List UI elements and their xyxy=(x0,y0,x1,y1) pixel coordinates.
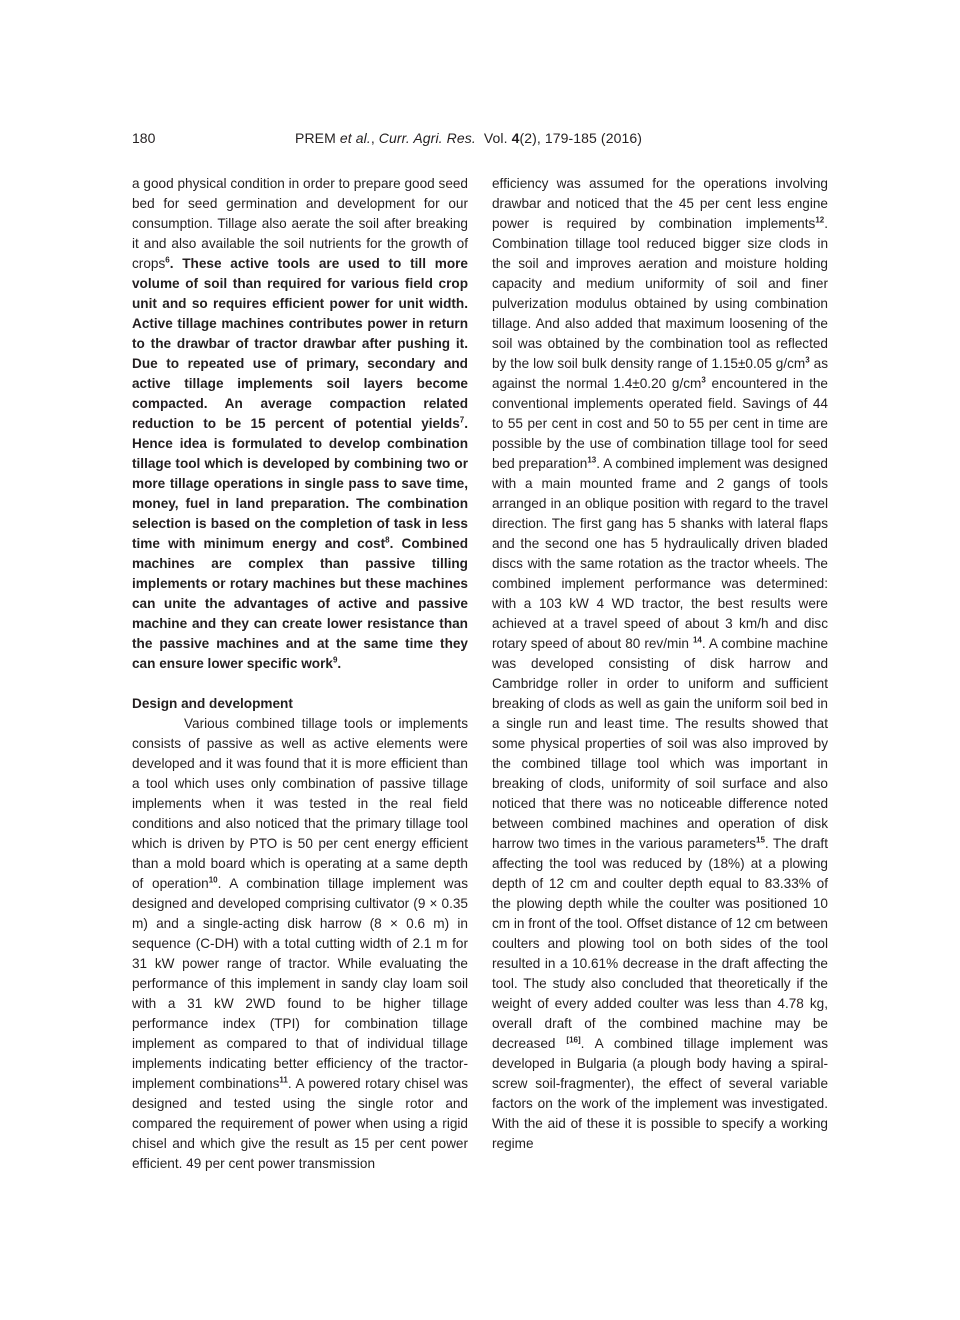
text-run: Various combined tillage tools or implements consists of passive as well as active elements were developed and it was found that it is more efficient than a tool which uses only combination of passive tillage implements when it was tested in the real field conditions and also noticed that the primary tillage tool which is driven by PTO is 50 per cent energy efficient than a mold board which is operating at a same depth of operation xyxy=(132,716,468,891)
text-run: . xyxy=(337,656,342,671)
text-run: . Combination tillage tool reduced bigger size clods in the soil and improves aeration and moisture holding capacity and medium uniformity of soil and finer pulverization modulus obtained by using combination tillage. And also added that maximum loosening of the soil was obtained by the combination tool as reflected by the low soil bulk density range of 1.15±0.05 g/cm xyxy=(492,216,828,371)
section-heading: Design and development xyxy=(132,696,293,711)
text-run: . Hence idea is formulated to develop combination tillage tool which is developed by combining two or more tillage operations in single pass to save time, money, fuel in land preparation. The combination selection is based on the completion of task in less time with minimum energy and cost xyxy=(132,416,468,551)
text-run: . The draft affecting the tool was reduced by (18%) at a plowing depth of 12 cm and coulter depth equal to 83.33% of the plowing depth while the coulter was positioned 10 cm in front of the tool. Offset distance of 12 cm between coulters and plowing tool on both sides of the tool resulted in a 10.61% decrease in the draft affecting the tool. The study also concluded that theoretically if the weight of every added coulter was less than 4.78 kg, overall draft of the combined machine may be decreased xyxy=(492,836,828,1051)
text-run: . A combined implement was designed with a main mounted frame and 2 gangs of tools arranged in an oblique position with regard to the travel direction. The first gang has 5 shanks with lateral flaps and the second one has 5 hydraulically driven bladed discs with the same rotation as the tractor wheels. The combined implement performance was determined: with a 103 kW 4 WD tractor, the best results were achieved at a travel speed of about 3 km/h and disc rotary speed of about 80 rev/min xyxy=(492,456,828,651)
text-run: encountered in the conventional implements operated field. Savings of 44 to 55 per cent in cost and 50 to 55 per cent in time are possible by the use of combination tillage tool for seed bed preparation xyxy=(492,376,828,471)
paragraph-design xyxy=(132,714,468,1174)
citation-ref: 11 xyxy=(279,1075,288,1085)
text-run: . A combination tillage implement was designed and developed comprising cultivator (9 × 0.35 m) and a single-acting disk harrow (8 × 0.6 m) in sequence (C-DH) with a total cutting width of 2.1 m for 31 kW power range of tractor. While evaluating the performance of this implement in sandy clay loam soil with a 31 kW 2WD found to be higher tillage performance index (TPI) for combination tillage implement as compared to that of individual tillage implements indicating better efficiency of the tractor-implement combinations xyxy=(132,876,468,1091)
citation-ref: 8 xyxy=(385,535,390,545)
page-number: 180 xyxy=(132,130,156,146)
paragraph-intro xyxy=(132,174,468,674)
unit-superscript: 3 xyxy=(805,355,810,365)
citation-ref: 14 xyxy=(692,635,702,645)
text-run: . A combined tillage implement was developed in Bulgaria (a plough body having a spiral-screw soil-fragmenter), the effect of several variable factors on the work of the implement was investigated. With the aid of these it is possible to specify a working regime xyxy=(492,1036,828,1151)
citation-ref: [16] xyxy=(566,1035,581,1045)
text-run: efficiency was assumed for the operations involving drawbar and noticed that the 45 per cent less engine power is required by combination implements xyxy=(492,176,828,231)
header-vol-label: Vol. xyxy=(483,130,508,146)
text-run: . A combine machine was developed consisting of disk harrow and Cambridge roller in order to uniform and sufficient breaking of clods as well as gain the uniform soil bed in a single run and least time. The results showed that some physical properties of soil was also improved by the combined tillage tool which was important in breaking of clods, uniformity of soil surface and also noticed that there was no noticeable difference noted between combined machines and operation of disk harrow two times in the various parameters xyxy=(492,636,828,851)
left-column xyxy=(132,174,468,1174)
header-vol-number: 4 xyxy=(511,130,520,146)
citation-ref: 7 xyxy=(459,415,465,425)
citation-ref: 12 xyxy=(815,215,825,225)
text-run: . A powered rotary chisel was designed and tested using the single rotor and compared the requirement of power when using a rigid chisel and which give the result as 15 per cent power efficient. 49 per cent power transmission xyxy=(132,1076,468,1171)
header-authors: PREM xyxy=(295,130,336,146)
citation-ref: 6 xyxy=(165,255,170,265)
running-header: PREM et al., Curr. Agri. Res. Vol. 4(2), 179-185 (2016) xyxy=(295,130,642,146)
header-issue-pages: (2), 179-185 (2016) xyxy=(519,130,642,146)
citation-ref: 13 xyxy=(587,455,597,465)
citation-ref: 9 xyxy=(332,655,338,665)
unit-superscript: 3 xyxy=(701,375,706,385)
citation-ref: 10 xyxy=(208,875,218,885)
text-run: a good physical condition in order to prepare good seed bed for seed germination and development for our consumption. Tillage also aerate the soil after breaking it and also available the soil nutrients for the growth of crops xyxy=(132,176,468,271)
citation-ref: 15 xyxy=(756,835,765,845)
right-column xyxy=(492,174,828,1154)
text-run: . These active tools are used to till more volume of soil than required for various field crop unit and so requires efficient power for unit width. Active tillage machines contributes power in return to the drawbar of tractor drawbar after pushing it. Due to repeated use of primary, secondary and active tillage implements soil layers become compacted. An average compaction related reduction to be 15 percent of potential yields xyxy=(132,256,468,431)
text-run: . Combined machines are complex than passive tilling implements or rotary machines but these machines can unite the advantages of active and passive machine and they can create lower resistance than the passive machines and at the same time they can ensure lower specific work xyxy=(132,536,469,671)
header-journal: Curr. Agri. Res. xyxy=(378,130,476,146)
header-et-al: et al. xyxy=(339,130,371,146)
text-run: as against the normal 1.4±0.20 g/cm xyxy=(492,356,828,391)
paragraph-continued xyxy=(492,174,828,1154)
